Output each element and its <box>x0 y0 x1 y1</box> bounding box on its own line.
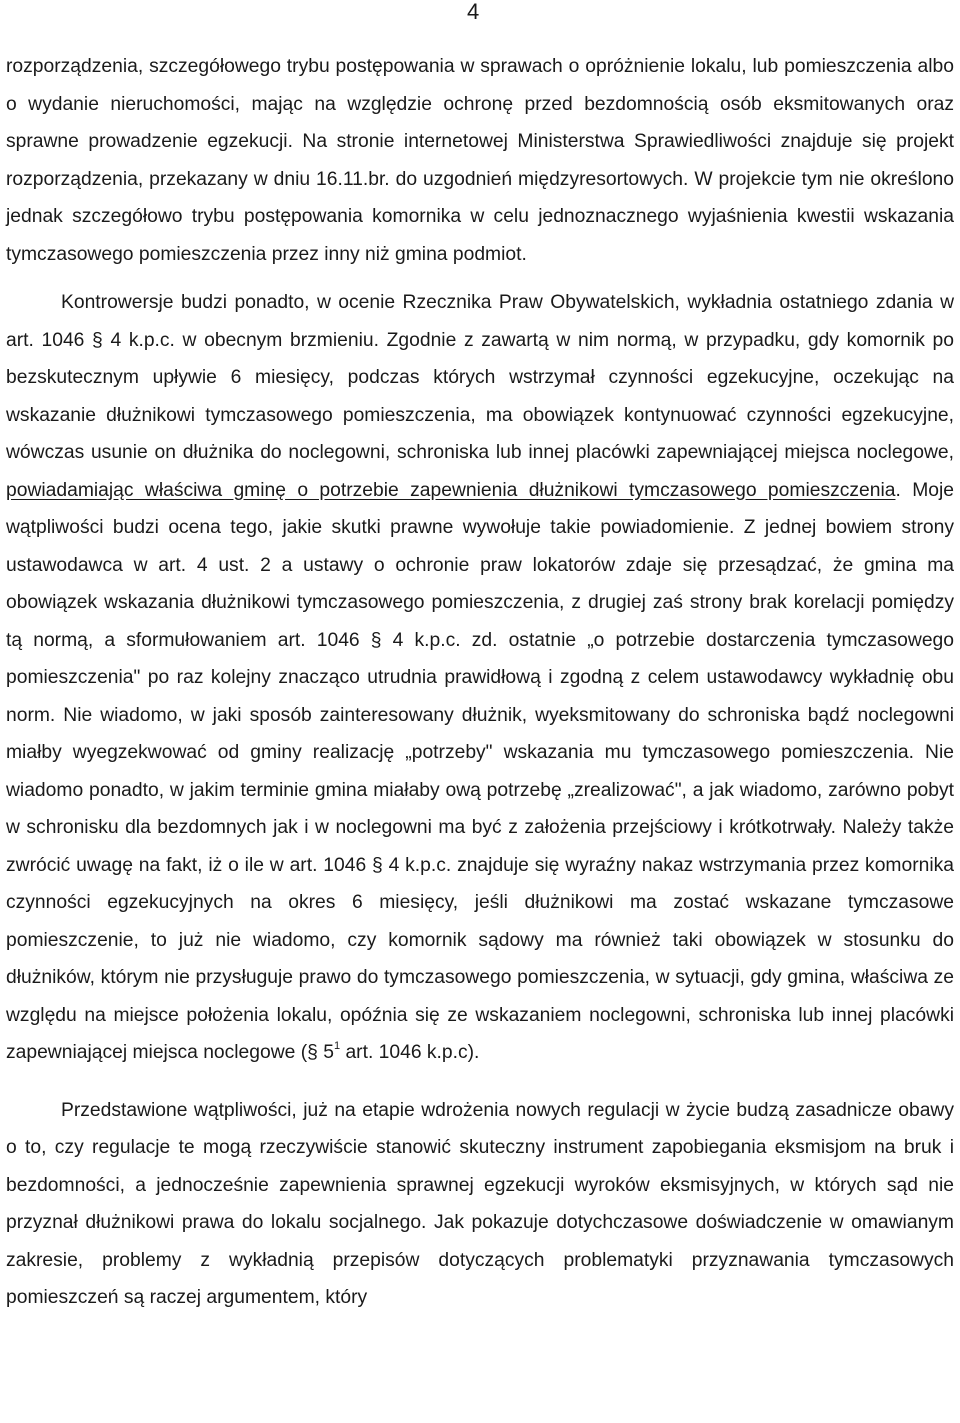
paragraph-closing: art. 1046 k.p.c). <box>340 1042 480 1063</box>
paragraph-gap <box>6 273 954 284</box>
paragraph-continuation: rozporządzenia, szczegółowego trybu postępowania w sprawach o opróżnienie lokalu, lub pomieszczenia albo o wydanie nieruchomości, mając na względzie ochronę przed bezdomnością osób eksmitowanych oraz sprawne prowadzenie egzekucji. Na stronie internetowej Ministerstwa Sprawiedliwości znajduje się projekt rozporządzenia, przekazany w dniu 16.11.br. do uzgodnień międzyresortowych. W projekcie tym nie określono jednak szczegółowo trybu postępowania komornika w celu jednoznacznego wyjaśnienia kwestii wskazania tymczasowego pomieszczenia przez inny niż gmina podmiot. <box>6 56 954 265</box>
underlined-phrase: powiadamiając właściwa gminę o potrzebie zapewnienia dłużnikowi tymczasowego pomieszczenia <box>6 479 896 501</box>
paragraph-gap <box>6 1072 954 1092</box>
paragraph-text-continued: . Moje wątpliwości budzi ocena tego, jakie skutki prawne wywołuje takie powiadomienie. Z jednej bowiem strony ustawodawca w art. 4 ust. 2 a ustawy o ochronie praw lokatorów zdaje się przesądzać, że gmina ma obowiązek wskazania dłużnikowi tymczasowego pomieszczenia, z drugiej zaś strony brak korelacji pomiędzy tą normą, a sformułowaniem art. 1046 § 4 k.p.c. zd. ostatnie „o potrzebie dostarczenia tymczasowego pomieszczenia" po raz kolejny znacząco utrudnia prawidłową i zgodną z celem ustawodawcy wykładnię obu norm. Nie wiadomo, w jaki sposób zainteresowany dłużnik, wyeksmitowany do schroniska bądź noclegowni miałby wyegzekwować od gminy realizację „potrzeby" wskazania mu tymczasowego pomieszczenia. Nie wiadomo ponadto, w jakim terminie gmina miałaby ową potrzebę „zrealizować", a jak wiadomo, zarówno pobyt w schronisku dla bezdomnych jak i w noclegowni ma być z założenia przejściowy i krótkotrwały. Należy także zwrócić uwagę na fakt, iż o ile w art. 1046 § 4 k.p.c. znajduje się wyraźny nakaz wstrzymania przez komornika czynności egzekucyjnych na okres 6 miesięcy, jeśli dłużnikowi ma zostać wskazane tymczasowe pomieszczenie, to już nie wiadomo, czy komornik sądowy ma również taki obowiązek w stosunku do dłużników, którym nie przysługuje prawo do tymczasowego pomieszczenia, w sytuacji, gdy gmina, właściwa ze względu na miejsce położenia lokalu, opóźnia się ze wskazaniem noclegowni, schroniska lub innej placówki zapewniającej miejsca noclegowe (§ 5 <box>6 479 954 1063</box>
page-number: 4 <box>467 0 480 24</box>
paragraph-controversy <box>6 284 954 1072</box>
document-body <box>6 48 954 1317</box>
paragraph-conclusion: Przedstawione wątpliwości, już na etapie wdrożenia nowych regulacji w życie budzą zasadnicze obawy o to, czy regulacje te mogą rzeczywiście stanowić skuteczny instrument zapobiegania eksmisjom na bruk i bezdomności, a jednocześnie zapewnienia sprawnej egzekucji wyroków eksmisyjnych, w których sąd nie przyznał dłużnikowi prawa do lokalu socjalnego. Jak pokazuje dotychczasowe doświadczenie w omawianym zakresie, problemy z wykładnią przepisów dotyczących problematyki przyznawania tymczasowych pomieszczeń są raczej argumentem, który <box>6 1099 954 1308</box>
paragraph-text: Kontrowersje budzi ponadto, w ocenie Rzecznika Praw Obywatelskich, wykładnia ostatniego zdania w art. 1046 § 4 k.p.c. w obecnym brzmieniu. Zgodnie z zawartą w nim normą, w przypadku, gdy komornik po bezskutecznym upływie 6 miesięcy, podczas których wstrzymał czynności egzekucyjne, oczekując na wskazanie dłużnikowi tymczasowego pomieszczenia, ma obowiązek kontynuować czynności egzekucyjne, wówczas usunie on dłużnika do noclegowni, schroniska lub innej placówki zapewniającej miejsca noclegowe, <box>6 292 954 463</box>
superscript-marker: 1 <box>333 1040 341 1052</box>
